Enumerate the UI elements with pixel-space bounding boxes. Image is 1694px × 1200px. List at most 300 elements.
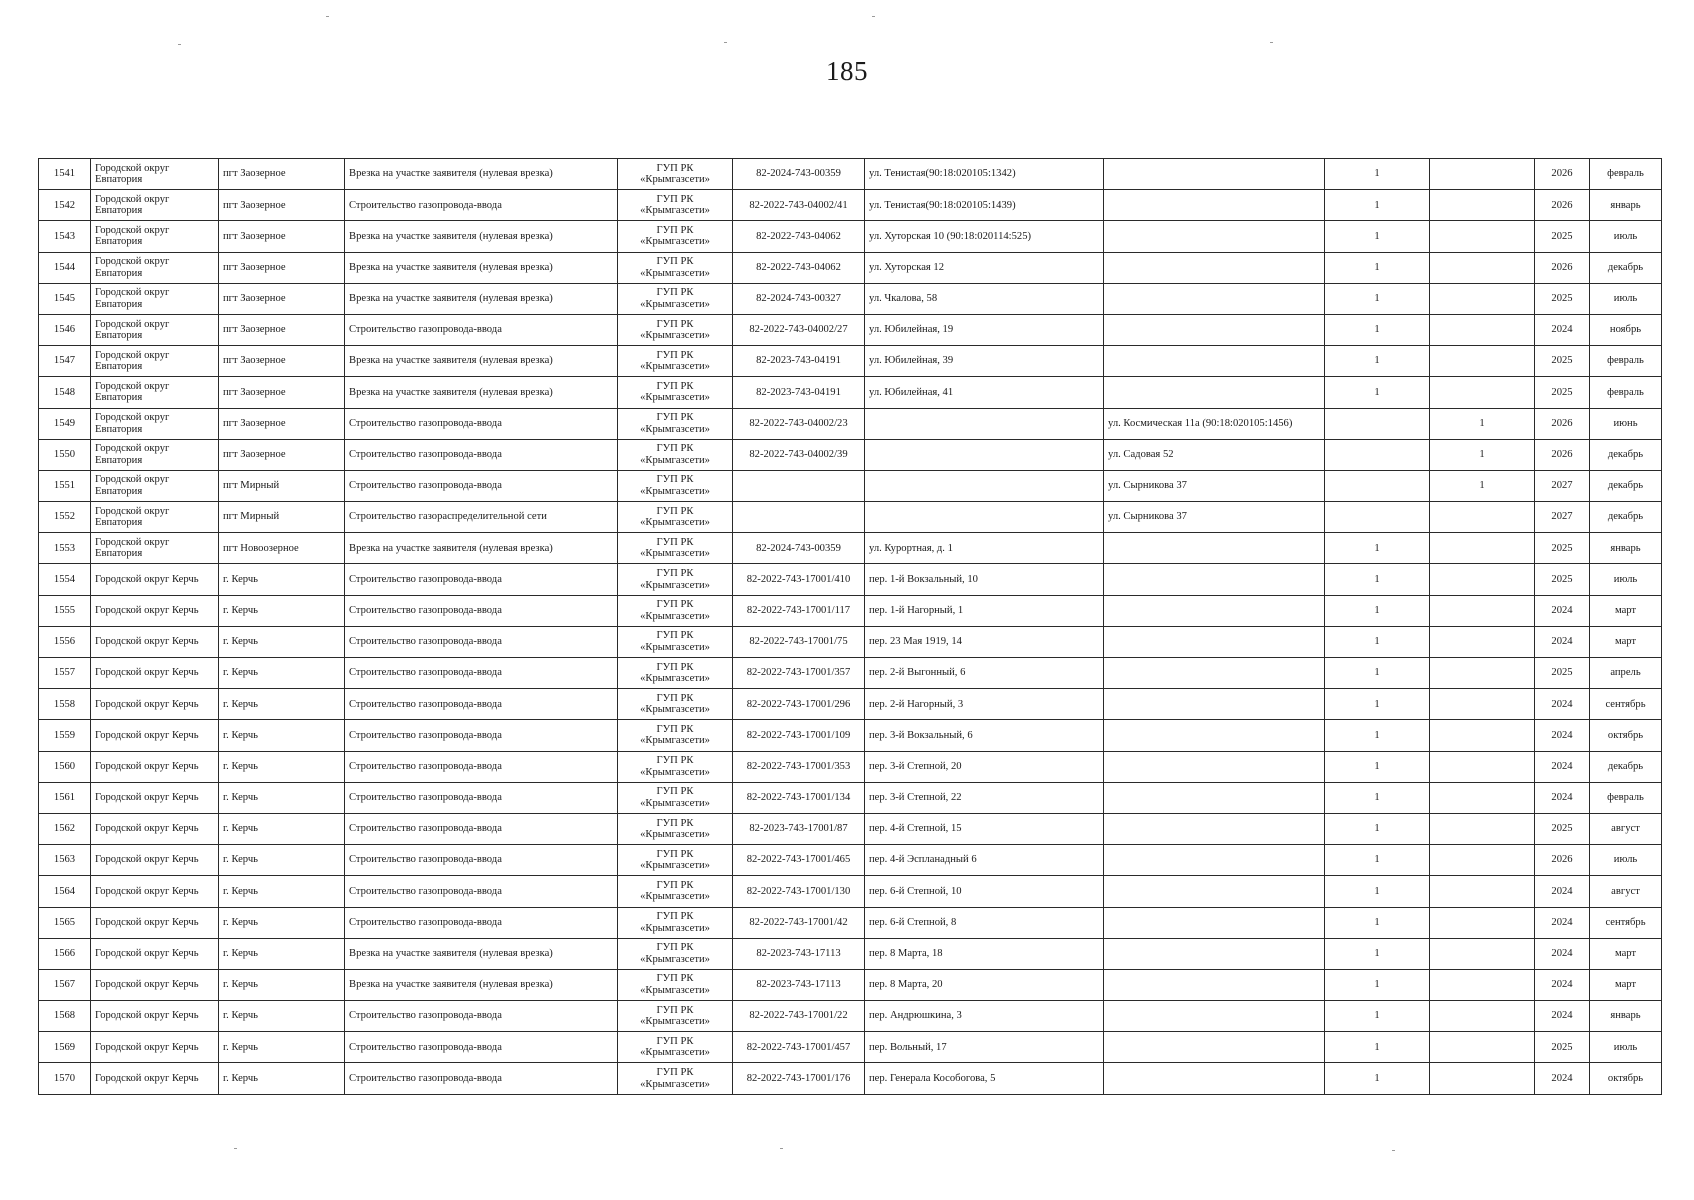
year-cell: 2025 (1535, 813, 1590, 844)
count-cell (1325, 439, 1430, 470)
organization-cell: ГУП РК «Крымгазсети» (618, 252, 733, 283)
district-cell: Городской округ Евпатория (91, 502, 219, 533)
year-cell: 2025 (1535, 1032, 1590, 1063)
month-cell: февраль (1590, 346, 1662, 377)
year-cell: 2026 (1535, 252, 1590, 283)
count-alt-cell (1430, 626, 1535, 657)
work-type-cell: Врезка на участке заявителя (нулевая врезка) (345, 346, 618, 377)
month-cell: июль (1590, 845, 1662, 876)
organization-cell: ГУП РК «Крымгазсети» (618, 564, 733, 595)
count-alt-cell (1430, 346, 1535, 377)
organization-cell: ГУП РК «Крымгазсети» (618, 782, 733, 813)
address-alt-cell (1104, 314, 1325, 345)
count-alt-cell: 1 (1430, 470, 1535, 501)
district-cell: Городской округ Керчь (91, 720, 219, 751)
district-cell: Городской округ Керчь (91, 1063, 219, 1094)
work-type-cell: Врезка на участке заявителя (нулевая врезка) (345, 938, 618, 969)
count-cell: 1 (1325, 938, 1430, 969)
address-alt-cell (1104, 969, 1325, 1000)
year-cell: 2025 (1535, 533, 1590, 564)
year-cell: 2024 (1535, 689, 1590, 720)
table-row (39, 876, 1662, 907)
settlement-cell: пгт Заозерное (219, 346, 345, 377)
scan-speck (178, 44, 181, 45)
address-alt-cell (1104, 907, 1325, 938)
month-cell: июнь (1590, 408, 1662, 439)
address-cell: пер. 4-й Степной, 15 (865, 813, 1104, 844)
month-cell: февраль (1590, 782, 1662, 813)
count-alt-cell (1430, 782, 1535, 813)
month-cell: декабрь (1590, 751, 1662, 782)
count-alt-cell (1430, 252, 1535, 283)
application-number-cell: 82-2023-743-17113 (733, 938, 865, 969)
count-cell: 1 (1325, 564, 1430, 595)
settlement-cell: пгт Заозерное (219, 159, 345, 190)
row-number: 1550 (39, 439, 91, 470)
row-number: 1554 (39, 564, 91, 595)
address-cell: пер. 1-й Вокзальный, 10 (865, 564, 1104, 595)
row-number: 1552 (39, 502, 91, 533)
row-number: 1548 (39, 377, 91, 408)
organization-cell: ГУП РК «Крымгазсети» (618, 751, 733, 782)
application-number-cell: 82-2022-743-17001/353 (733, 751, 865, 782)
address-alt-cell: ул. Сырникова 37 (1104, 502, 1325, 533)
work-type-cell: Врезка на участке заявителя (нулевая врезка) (345, 377, 618, 408)
count-alt-cell (1430, 533, 1535, 564)
settlement-cell: г. Керчь (219, 689, 345, 720)
settlement-cell: г. Керчь (219, 564, 345, 595)
organization-cell: ГУП РК «Крымгазсети» (618, 626, 733, 657)
application-number-cell: 82-2023-743-17001/87 (733, 813, 865, 844)
table-row (39, 252, 1662, 283)
year-cell: 2025 (1535, 221, 1590, 252)
month-cell: октябрь (1590, 1063, 1662, 1094)
year-cell: 2025 (1535, 658, 1590, 689)
district-cell: Городской округ Керчь (91, 689, 219, 720)
work-type-cell: Строительство газопровода-ввода (345, 190, 618, 221)
table-row (39, 720, 1662, 751)
district-cell: Городской округ Евпатория (91, 221, 219, 252)
district-cell: Городской округ Керчь (91, 782, 219, 813)
count-cell: 1 (1325, 689, 1430, 720)
month-cell: август (1590, 876, 1662, 907)
address-alt-cell: ул. Садовая 52 (1104, 439, 1325, 470)
district-cell: Городской округ Керчь (91, 751, 219, 782)
month-cell: октябрь (1590, 720, 1662, 751)
year-cell: 2026 (1535, 845, 1590, 876)
address-alt-cell (1104, 252, 1325, 283)
organization-cell: ГУП РК «Крымгазсети» (618, 689, 733, 720)
address-alt-cell: ул. Сырникова 37 (1104, 470, 1325, 501)
settlement-cell: г. Керчь (219, 907, 345, 938)
organization-cell: ГУП РК «Крымгазсети» (618, 1063, 733, 1094)
organization-cell: ГУП РК «Крымгазсети» (618, 502, 733, 533)
address-alt-cell (1104, 689, 1325, 720)
month-cell: январь (1590, 533, 1662, 564)
settlement-cell: г. Керчь (219, 969, 345, 1000)
table-body (39, 159, 1662, 1095)
year-cell: 2024 (1535, 314, 1590, 345)
table-row (39, 377, 1662, 408)
district-cell: Городской округ Евпатория (91, 346, 219, 377)
application-number-cell: 82-2022-743-17001/130 (733, 876, 865, 907)
organization-cell: ГУП РК «Крымгазсети» (618, 533, 733, 564)
row-number: 1565 (39, 907, 91, 938)
count-cell: 1 (1325, 283, 1430, 314)
organization-cell: ГУП РК «Крымгазсети» (618, 1001, 733, 1032)
year-cell: 2024 (1535, 907, 1590, 938)
work-type-cell: Строительство газопровода-ввода (345, 876, 618, 907)
table-row (39, 1032, 1662, 1063)
settlement-cell: г. Керчь (219, 658, 345, 689)
address-alt-cell (1104, 720, 1325, 751)
organization-cell: ГУП РК «Крымгазсети» (618, 221, 733, 252)
district-cell: Городской округ Керчь (91, 969, 219, 1000)
address-alt-cell (1104, 782, 1325, 813)
application-number-cell: 82-2022-743-04062 (733, 252, 865, 283)
year-cell: 2024 (1535, 595, 1590, 626)
settlement-cell: пгт Заозерное (219, 439, 345, 470)
count-alt-cell (1430, 502, 1535, 533)
month-cell: декабрь (1590, 470, 1662, 501)
organization-cell: ГУП РК «Крымгазсети» (618, 439, 733, 470)
count-alt-cell (1430, 159, 1535, 190)
table-row (39, 470, 1662, 501)
count-alt-cell (1430, 658, 1535, 689)
page-number: 185 (826, 56, 868, 86)
address-cell: пер. 8 Марта, 18 (865, 938, 1104, 969)
table-row (39, 221, 1662, 252)
work-type-cell: Строительство газопровода-ввода (345, 658, 618, 689)
row-number: 1555 (39, 595, 91, 626)
row-number: 1547 (39, 346, 91, 377)
count-cell: 1 (1325, 221, 1430, 252)
address-cell: ул. Юбилейная, 39 (865, 346, 1104, 377)
year-cell: 2024 (1535, 751, 1590, 782)
application-number-cell: 82-2024-743-00359 (733, 533, 865, 564)
year-cell: 2025 (1535, 346, 1590, 377)
count-cell: 1 (1325, 907, 1430, 938)
settlement-cell: г. Керчь (219, 1001, 345, 1032)
row-number: 1570 (39, 1063, 91, 1094)
month-cell: март (1590, 595, 1662, 626)
work-type-cell: Строительство газопровода-ввода (345, 626, 618, 657)
work-type-cell: Врезка на участке заявителя (нулевая врезка) (345, 969, 618, 1000)
count-cell: 1 (1325, 533, 1430, 564)
district-cell: Городской округ Керчь (91, 1032, 219, 1063)
count-alt-cell: 1 (1430, 408, 1535, 439)
district-cell: Городской округ Евпатория (91, 408, 219, 439)
address-cell: пер. 2-й Нагорный, 3 (865, 689, 1104, 720)
table-row (39, 314, 1662, 345)
address-alt-cell (1104, 377, 1325, 408)
table-row (39, 689, 1662, 720)
count-alt-cell (1430, 876, 1535, 907)
organization-cell: ГУП РК «Крымгазсети» (618, 876, 733, 907)
organization-cell: ГУП РК «Крымгазсети» (618, 720, 733, 751)
application-number-cell: 82-2022-743-04002/27 (733, 314, 865, 345)
row-number: 1553 (39, 533, 91, 564)
address-cell: пер. 8 Марта, 20 (865, 969, 1104, 1000)
application-number-cell (733, 470, 865, 501)
count-cell: 1 (1325, 1063, 1430, 1094)
row-number: 1545 (39, 283, 91, 314)
table-row (39, 1001, 1662, 1032)
year-cell: 2026 (1535, 159, 1590, 190)
work-type-cell: Врезка на участке заявителя (нулевая врезка) (345, 533, 618, 564)
application-number-cell: 82-2022-743-17001/22 (733, 1001, 865, 1032)
application-number-cell: 82-2022-743-17001/117 (733, 595, 865, 626)
organization-cell: ГУП РК «Крымгазсети» (618, 283, 733, 314)
organization-cell: ГУП РК «Крымгазсети» (618, 969, 733, 1000)
count-alt-cell (1430, 907, 1535, 938)
address-cell: пер. Генерала Кособогова, 5 (865, 1063, 1104, 1094)
year-cell: 2024 (1535, 1001, 1590, 1032)
month-cell: ноябрь (1590, 314, 1662, 345)
year-cell: 2025 (1535, 377, 1590, 408)
settlement-cell: г. Керчь (219, 813, 345, 844)
count-cell: 1 (1325, 751, 1430, 782)
count-alt-cell (1430, 1032, 1535, 1063)
count-alt-cell (1430, 221, 1535, 252)
year-cell: 2024 (1535, 938, 1590, 969)
organization-cell: ГУП РК «Крымгазсети» (618, 190, 733, 221)
row-number: 1560 (39, 751, 91, 782)
district-cell: Городской округ Евпатория (91, 252, 219, 283)
address-cell: пер. 3-й Вокзальный, 6 (865, 720, 1104, 751)
month-cell: сентябрь (1590, 907, 1662, 938)
address-alt-cell (1104, 658, 1325, 689)
address-cell: пер. 4-й Эспланадный 6 (865, 845, 1104, 876)
count-cell: 1 (1325, 190, 1430, 221)
row-number: 1564 (39, 876, 91, 907)
district-cell: Городской округ Евпатория (91, 533, 219, 564)
district-cell: Городской округ Керчь (91, 658, 219, 689)
address-cell: ул. Юбилейная, 19 (865, 314, 1104, 345)
month-cell: март (1590, 969, 1662, 1000)
row-number: 1544 (39, 252, 91, 283)
month-cell: декабрь (1590, 502, 1662, 533)
count-alt-cell (1430, 314, 1535, 345)
count-cell: 1 (1325, 314, 1430, 345)
work-type-cell: Строительство газопровода-ввода (345, 813, 618, 844)
row-number: 1562 (39, 813, 91, 844)
table-row (39, 907, 1662, 938)
count-alt-cell (1430, 1063, 1535, 1094)
row-number: 1549 (39, 408, 91, 439)
count-alt-cell (1430, 190, 1535, 221)
district-cell: Городской округ Евпатория (91, 283, 219, 314)
table-row (39, 408, 1662, 439)
count-alt-cell (1430, 845, 1535, 876)
work-type-cell: Строительство газопровода-ввода (345, 439, 618, 470)
settlement-cell: г. Керчь (219, 1032, 345, 1063)
scan-speck (724, 42, 727, 43)
application-number-cell: 82-2022-743-17001/296 (733, 689, 865, 720)
count-alt-cell (1430, 969, 1535, 1000)
year-cell: 2026 (1535, 190, 1590, 221)
application-number-cell: 82-2022-743-17001/176 (733, 1063, 865, 1094)
settlement-cell: пгт Заозерное (219, 221, 345, 252)
table-row (39, 346, 1662, 377)
district-cell: Городской округ Керчь (91, 626, 219, 657)
address-alt-cell (1104, 595, 1325, 626)
application-number-cell: 82-2022-743-17001/410 (733, 564, 865, 595)
district-cell: Городской округ Керчь (91, 1001, 219, 1032)
address-cell: ул. Юбилейная, 41 (865, 377, 1104, 408)
table-row (39, 782, 1662, 813)
organization-cell: ГУП РК «Крымгазсети» (618, 1032, 733, 1063)
count-alt-cell (1430, 751, 1535, 782)
month-cell: август (1590, 813, 1662, 844)
district-cell: Городской округ Евпатория (91, 190, 219, 221)
table-row (39, 626, 1662, 657)
settlement-cell: г. Керчь (219, 720, 345, 751)
address-cell: пер. Андрюшкина, 3 (865, 1001, 1104, 1032)
settlement-cell: г. Керчь (219, 1063, 345, 1094)
row-number: 1563 (39, 845, 91, 876)
address-alt-cell (1104, 813, 1325, 844)
address-alt-cell (1104, 346, 1325, 377)
work-type-cell: Строительство газопровода-ввода (345, 689, 618, 720)
row-number: 1561 (39, 782, 91, 813)
table-row (39, 439, 1662, 470)
settlement-cell: г. Керчь (219, 595, 345, 626)
row-number: 1542 (39, 190, 91, 221)
scan-speck (234, 1148, 237, 1149)
table-row (39, 533, 1662, 564)
address-cell (865, 408, 1104, 439)
application-number-cell: 82-2022-743-17001/134 (733, 782, 865, 813)
table-row (39, 845, 1662, 876)
month-cell: январь (1590, 1001, 1662, 1032)
settlement-cell: г. Керчь (219, 938, 345, 969)
settlement-cell: пгт Заозерное (219, 377, 345, 408)
application-number-cell: 82-2024-743-00327 (733, 283, 865, 314)
scan-speck (780, 1148, 783, 1149)
address-alt-cell (1104, 751, 1325, 782)
work-type-cell: Строительство газопровода-ввода (345, 470, 618, 501)
address-cell: ул. Чкалова, 58 (865, 283, 1104, 314)
address-cell (865, 502, 1104, 533)
count-cell: 1 (1325, 782, 1430, 813)
month-cell: июль (1590, 1032, 1662, 1063)
count-cell (1325, 502, 1430, 533)
organization-cell: ГУП РК «Крымгазсети» (618, 314, 733, 345)
month-cell: сентябрь (1590, 689, 1662, 720)
application-number-cell: 82-2022-743-04002/23 (733, 408, 865, 439)
row-number: 1567 (39, 969, 91, 1000)
district-cell: Городской округ Керчь (91, 845, 219, 876)
year-cell: 2027 (1535, 470, 1590, 501)
settlement-cell: пгт Мирный (219, 470, 345, 501)
month-cell: март (1590, 938, 1662, 969)
count-alt-cell (1430, 1001, 1535, 1032)
organization-cell: ГУП РК «Крымгазсети» (618, 845, 733, 876)
row-number: 1556 (39, 626, 91, 657)
table-row (39, 969, 1662, 1000)
settlement-cell: г. Керчь (219, 876, 345, 907)
work-type-cell: Строительство газораспределительной сети (345, 502, 618, 533)
month-cell: июль (1590, 221, 1662, 252)
month-cell: февраль (1590, 159, 1662, 190)
count-cell: 1 (1325, 720, 1430, 751)
year-cell: 2024 (1535, 969, 1590, 1000)
row-number: 1569 (39, 1032, 91, 1063)
district-cell: Городской округ Евпатория (91, 377, 219, 408)
address-alt-cell (1104, 938, 1325, 969)
count-cell (1325, 470, 1430, 501)
settlement-cell: пгт Заозерное (219, 252, 345, 283)
settlement-cell: г. Керчь (219, 782, 345, 813)
year-cell: 2024 (1535, 782, 1590, 813)
table-row (39, 938, 1662, 969)
address-alt-cell (1104, 564, 1325, 595)
application-number-cell: 82-2022-743-04002/39 (733, 439, 865, 470)
work-type-cell: Строительство газопровода-ввода (345, 751, 618, 782)
application-number-cell: 82-2022-743-17001/465 (733, 845, 865, 876)
work-type-cell: Врезка на участке заявителя (нулевая врезка) (345, 221, 618, 252)
row-number: 1551 (39, 470, 91, 501)
work-type-cell: Строительство газопровода-ввода (345, 720, 618, 751)
address-cell: пер. 1-й Нагорный, 1 (865, 595, 1104, 626)
scan-speck (1270, 42, 1273, 43)
organization-cell: ГУП РК «Крымгазсети» (618, 159, 733, 190)
year-cell: 2024 (1535, 1063, 1590, 1094)
organization-cell: ГУП РК «Крымгазсети» (618, 408, 733, 439)
work-type-cell: Строительство газопровода-ввода (345, 408, 618, 439)
application-number-cell: 82-2022-743-04002/41 (733, 190, 865, 221)
count-cell: 1 (1325, 626, 1430, 657)
month-cell: декабрь (1590, 252, 1662, 283)
address-alt-cell (1104, 533, 1325, 564)
month-cell: декабрь (1590, 439, 1662, 470)
work-type-cell: Строительство газопровода-ввода (345, 1032, 618, 1063)
work-type-cell: Строительство газопровода-ввода (345, 564, 618, 595)
address-cell: ул. Хуторская 10 (90:18:020114:525) (865, 221, 1104, 252)
month-cell: март (1590, 626, 1662, 657)
application-number-cell: 82-2022-743-04062 (733, 221, 865, 252)
count-cell: 1 (1325, 159, 1430, 190)
application-number-cell: 82-2024-743-00359 (733, 159, 865, 190)
address-cell: ул. Хуторская 12 (865, 252, 1104, 283)
settlement-cell: пгт Заозерное (219, 314, 345, 345)
district-cell: Городской округ Керчь (91, 564, 219, 595)
table-row (39, 595, 1662, 626)
settlement-cell: г. Керчь (219, 751, 345, 782)
row-number: 1543 (39, 221, 91, 252)
settlement-cell: г. Керчь (219, 626, 345, 657)
application-number-cell (733, 502, 865, 533)
work-type-cell: Строительство газопровода-ввода (345, 845, 618, 876)
count-cell: 1 (1325, 845, 1430, 876)
row-number: 1541 (39, 159, 91, 190)
work-type-cell: Строительство газопровода-ввода (345, 782, 618, 813)
row-number: 1566 (39, 938, 91, 969)
count-alt-cell (1430, 720, 1535, 751)
count-cell: 1 (1325, 252, 1430, 283)
table-row (39, 502, 1662, 533)
application-number-cell: 82-2022-743-17001/75 (733, 626, 865, 657)
district-cell: Городской округ Евпатория (91, 439, 219, 470)
count-cell: 1 (1325, 969, 1430, 1000)
application-number-cell: 82-2022-743-17001/357 (733, 658, 865, 689)
organization-cell: ГУП РК «Крымгазсети» (618, 907, 733, 938)
address-cell: пер. 3-й Степной, 20 (865, 751, 1104, 782)
year-cell: 2024 (1535, 626, 1590, 657)
year-cell: 2026 (1535, 408, 1590, 439)
address-alt-cell (1104, 283, 1325, 314)
